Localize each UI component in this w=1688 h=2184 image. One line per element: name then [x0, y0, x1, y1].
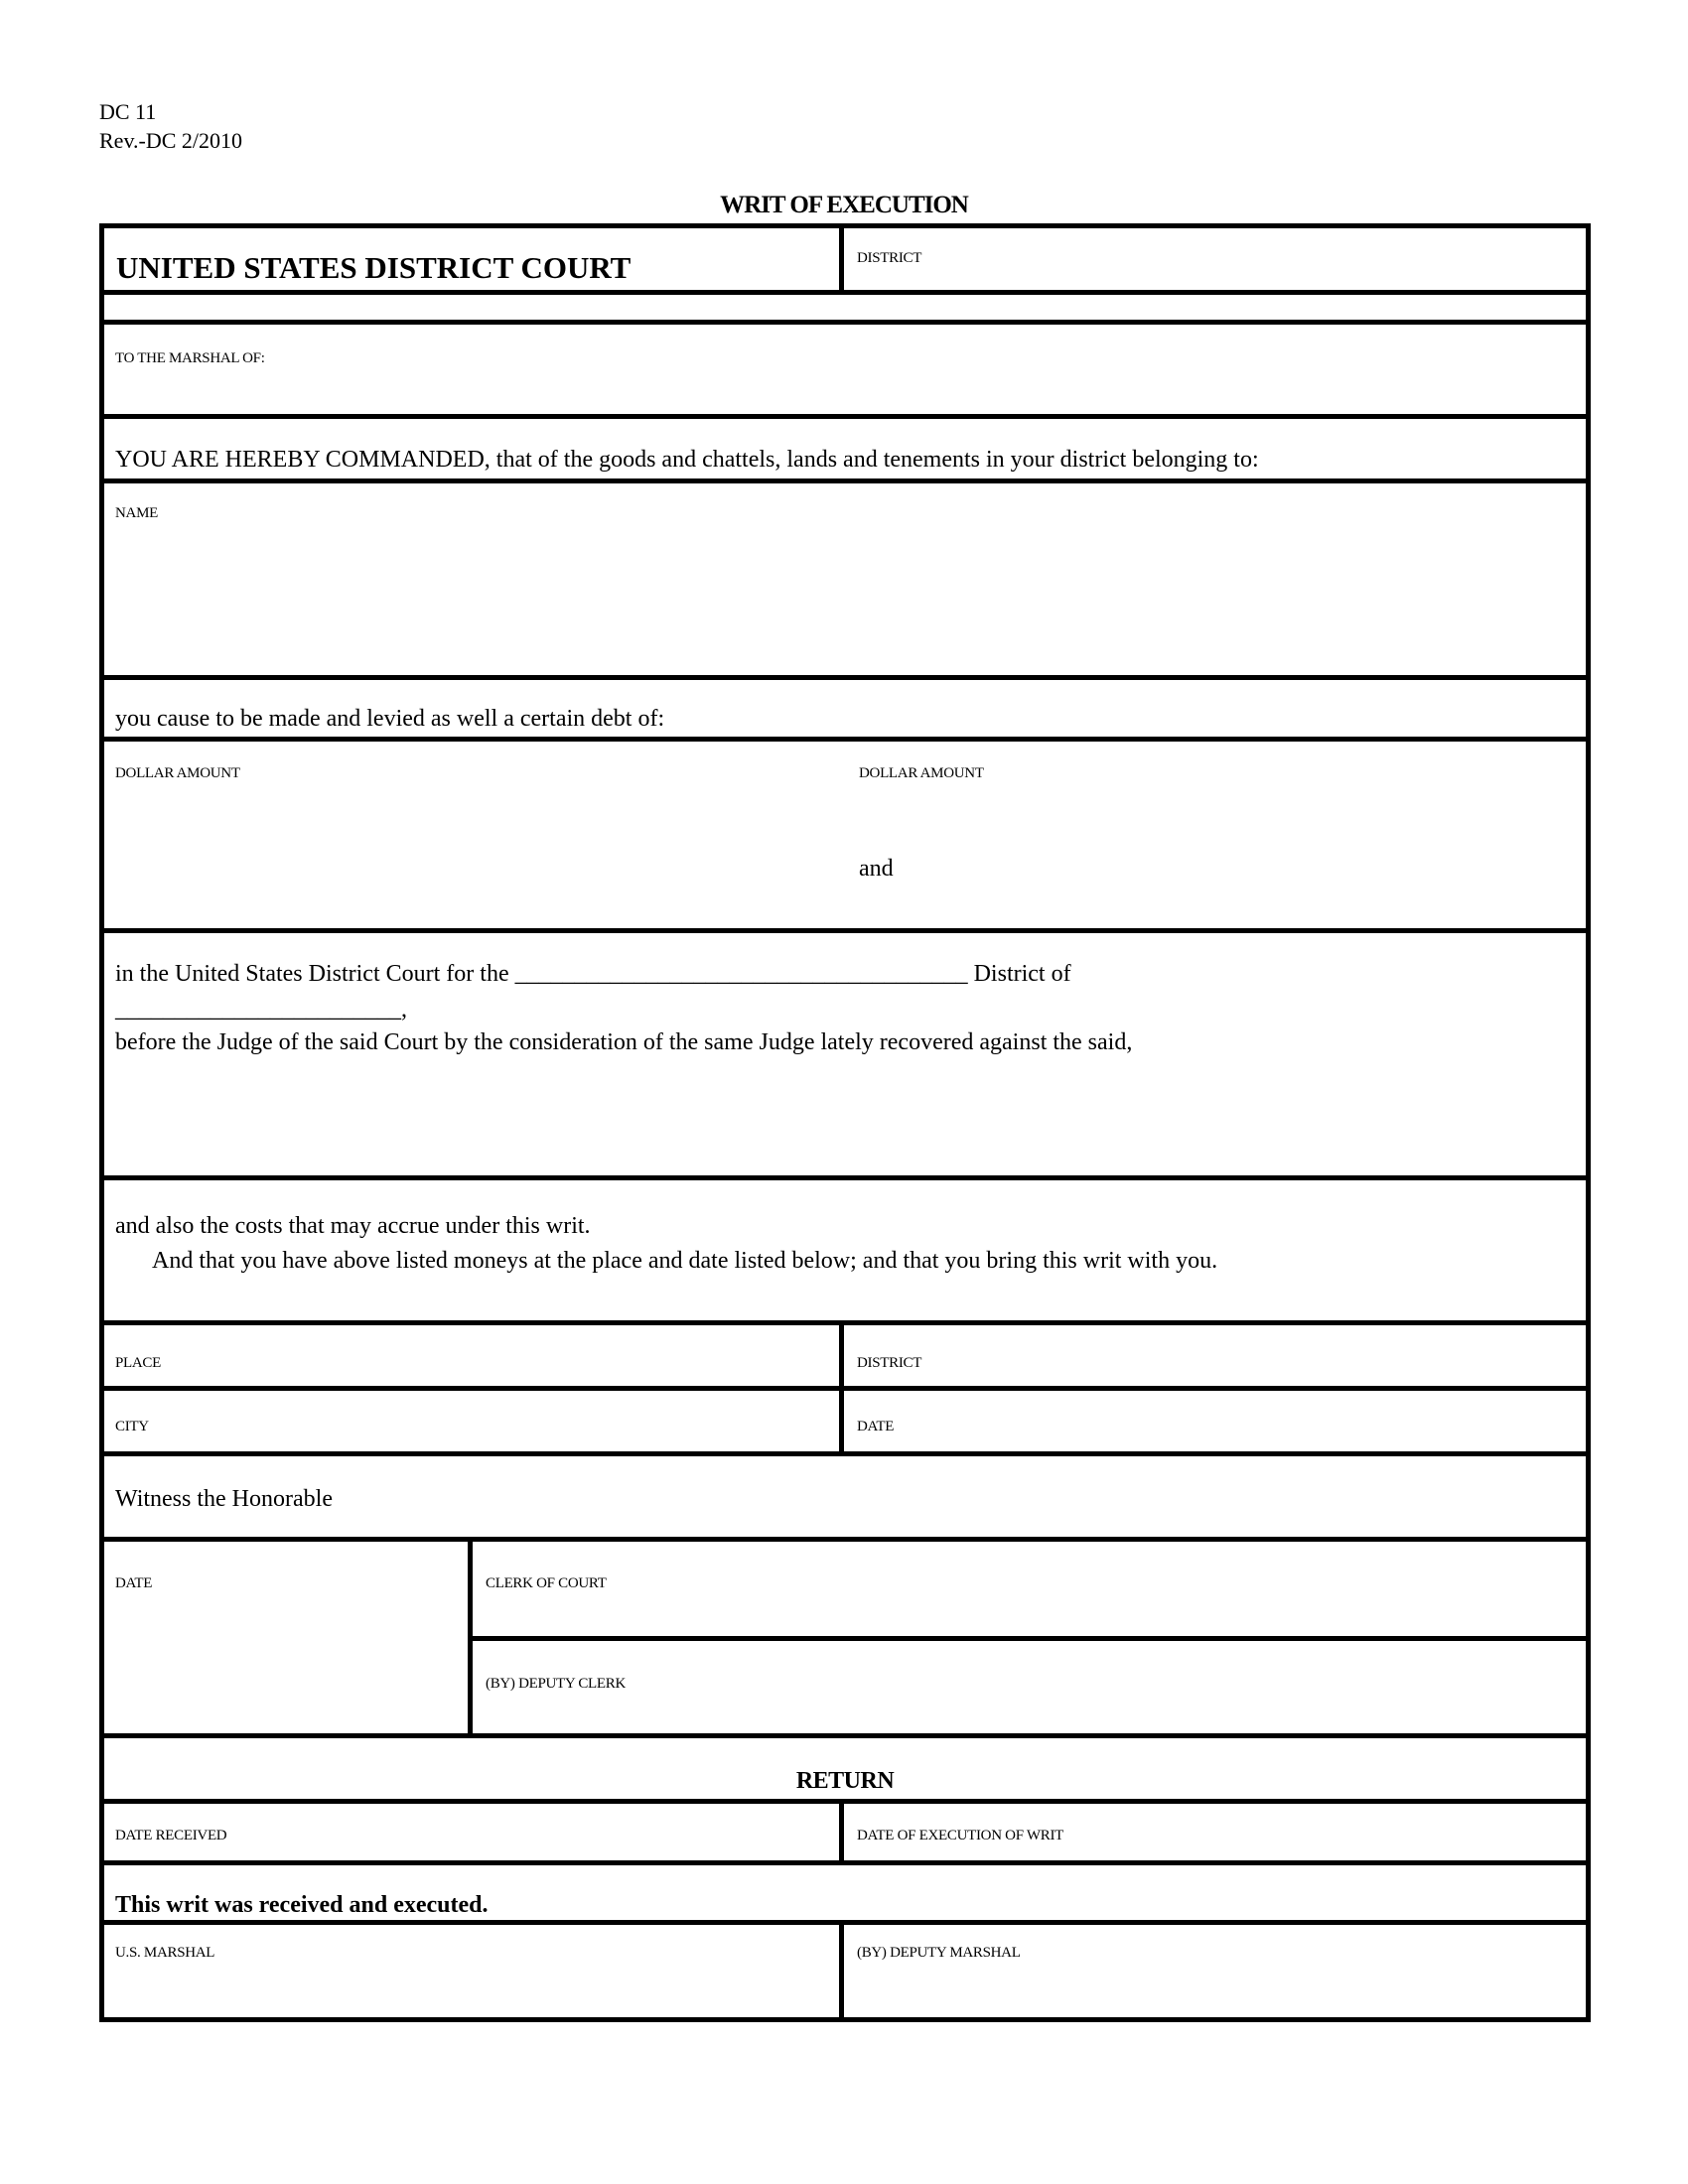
court-line-2: before the Judge of the said Court by the consideration of the same Judge lately recovered against the said, — [115, 1029, 1133, 1055]
us-marshal-label: U.S. MARSHAL — [115, 1945, 215, 1961]
district-label-2: DISTRICT — [857, 1355, 922, 1371]
to-marshal-label: TO THE MARSHAL OF: — [115, 350, 265, 366]
us-marshal-field[interactable] — [99, 1920, 849, 2022]
costs-line-2: And that you have above listed moneys at the place and date listed below; and that you bring this writ with you. — [152, 1248, 1218, 1274]
form-revision: Rev.-DC 2/2010 — [99, 128, 243, 153]
cause-row — [99, 675, 1591, 742]
date-received-field[interactable] — [99, 1799, 849, 1865]
city-field[interactable] — [99, 1386, 849, 1456]
commanded-text: YOU ARE HEREBY COMMANDED, that of the goods and chattels, lands and tenements in your district belonging to: — [115, 447, 1259, 473]
form-number: DC 11 — [99, 99, 157, 124]
court-line-1: in the United States District Court for the ______________________________________ District of — [115, 961, 1071, 987]
place-label: PLACE — [115, 1355, 162, 1371]
date-execution-label: DATE OF EXECUTION OF WRIT — [857, 1828, 1064, 1843]
executed-text: This writ was received and executed. — [115, 1892, 489, 1918]
to-marshal-field[interactable] — [99, 320, 1591, 419]
district-label: DISTRICT — [857, 250, 922, 266]
return-header — [99, 1733, 1591, 1804]
court-name-cell — [99, 223, 849, 295]
and-text: and — [859, 856, 894, 882]
clerk-field[interactable] — [468, 1537, 1591, 1641]
dollar-amount-label-1: DOLLAR AMOUNT — [115, 765, 240, 781]
name-label: NAME — [115, 505, 158, 521]
clerk-label: CLERK OF COURT — [486, 1575, 607, 1591]
date-field[interactable] — [839, 1386, 1591, 1456]
witness-text: Witness the Honorable — [115, 1486, 333, 1512]
name-field[interactable] — [99, 478, 1591, 680]
costs-row — [99, 1175, 1591, 1325]
place-field[interactable] — [99, 1320, 849, 1391]
date-label-2: DATE — [115, 1575, 153, 1591]
page-title: WRIT OF EXECUTION — [720, 192, 968, 218]
date-field-2[interactable] — [99, 1537, 478, 1738]
deputy-clerk-field[interactable] — [468, 1636, 1591, 1738]
dollar-amount-row[interactable] — [99, 737, 1591, 933]
court-name: UNITED STATES DISTRICT COURT — [116, 250, 632, 285]
date-execution-field[interactable] — [839, 1799, 1591, 1865]
district-field-2[interactable] — [839, 1320, 1591, 1391]
commanded-row — [99, 414, 1591, 483]
deputy-marshal-label: (BY) DEPUTY MARSHAL — [857, 1945, 1021, 1961]
date-label: DATE — [857, 1419, 895, 1434]
city-label: CITY — [115, 1419, 149, 1434]
deputy-clerk-label: (BY) DEPUTY CLERK — [486, 1676, 627, 1692]
executed-row — [99, 1860, 1591, 1925]
cause-text: you cause to be made and levied as well a certain debt of: — [115, 706, 665, 732]
date-received-label: DATE RECEIVED — [115, 1828, 227, 1843]
district-field[interactable] — [839, 223, 1591, 295]
dollar-amount-label-2: DOLLAR AMOUNT — [859, 765, 984, 781]
return-title: RETURN — [795, 1768, 895, 1794]
witness-field[interactable] — [99, 1451, 1591, 1542]
deputy-marshal-field[interactable] — [839, 1920, 1591, 2022]
costs-line-1: and also the costs that may accrue under this writ. — [115, 1213, 591, 1239]
court-blank[interactable]: ________________________, — [115, 997, 407, 1023]
court-row — [99, 928, 1591, 1180]
